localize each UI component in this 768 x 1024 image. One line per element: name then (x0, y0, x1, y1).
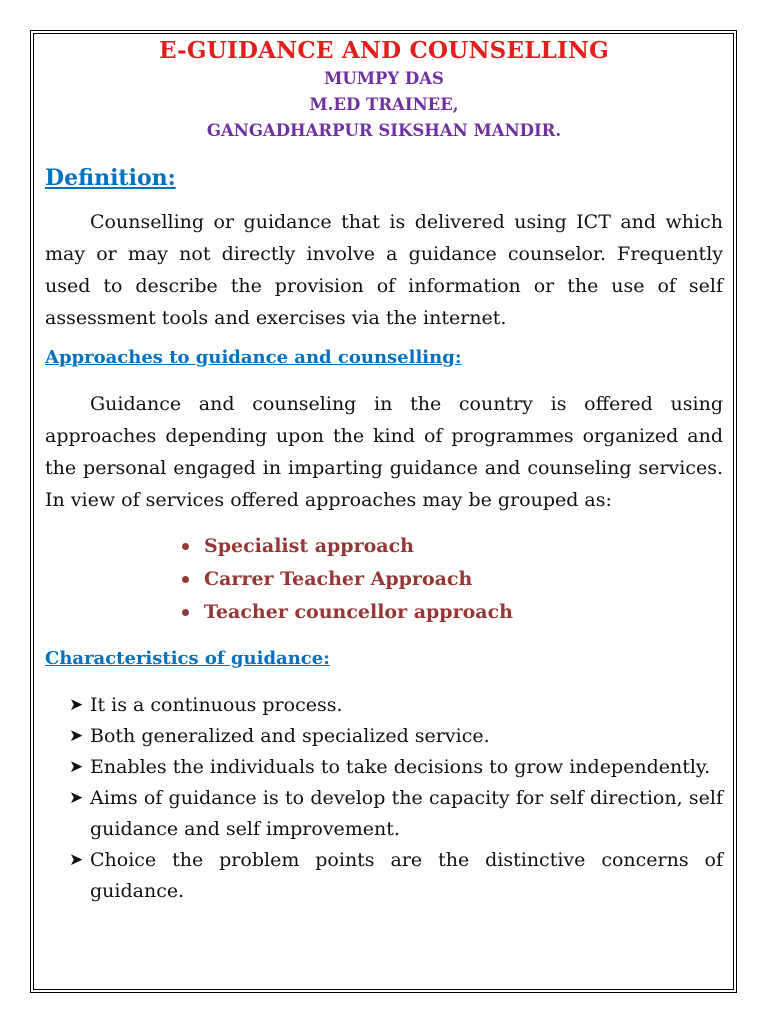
list-item (182, 596, 723, 629)
approaches-list (45, 530, 723, 629)
approach-label: Carrer Teacher Approach (204, 568, 473, 590)
list-item (69, 721, 723, 752)
arrow-bullet-icon: ➤ (69, 726, 84, 746)
definition-paragraph: Counselling or guidance that is delivered using ICT and which may or may not directly involve a guidance counselor. Frequently used to describe the provision of information or the use of self assessment tools and exercises via the internet. (45, 211, 723, 329)
characteristic-text: Aims of guidance is to develop the capacity for self direction, self guidance and self improvement. (90, 787, 723, 840)
definition-heading: Definition: (45, 165, 176, 191)
approaches-paragraph: Guidance and counseling in the country is offered using approaches depending upon the kind of programmes organized and the personal engaged in imparting guidance and counseling services. In view of services offered approaches may be grouped as: (45, 393, 723, 511)
list-item (69, 752, 723, 783)
author-institution: GANGADHARPUR SIKSHAN MANDIR. (206, 121, 562, 140)
list-item (69, 783, 723, 845)
characteristic-text: It is a continuous process. (90, 694, 343, 716)
list-item (69, 845, 723, 907)
document-title: E-GUIDANCE AND COUNSELLING (159, 37, 609, 64)
list-item (182, 530, 723, 563)
characteristic-text: Enables the individuals to take decisions to grow independently. (90, 756, 711, 778)
characteristic-text: Choice the problem points are the distinctive concerns of guidance. (90, 849, 723, 902)
author-role: M.ED TRAINEE, (309, 95, 459, 114)
approach-label: Teacher councellor approach (204, 601, 513, 623)
approach-label: Specialist approach (204, 535, 414, 557)
approaches-heading: Approaches to guidance and counselling: (45, 347, 462, 368)
bullet-icon (182, 609, 189, 616)
author-name: MUMPY DAS (324, 69, 444, 88)
bullet-icon (182, 543, 189, 550)
characteristic-text: Both generalized and specialized service. (90, 725, 490, 747)
characteristics-heading: Characteristics of guidance: (45, 648, 330, 669)
arrow-bullet-icon: ➤ (69, 695, 84, 715)
list-item (69, 690, 723, 721)
document-body (45, 36, 723, 907)
bullet-icon (182, 576, 189, 583)
arrow-bullet-icon: ➤ (69, 850, 84, 870)
arrow-bullet-icon: ➤ (69, 757, 84, 777)
arrow-bullet-icon: ➤ (69, 788, 84, 808)
characteristics-list (45, 690, 723, 907)
list-item (182, 563, 723, 596)
